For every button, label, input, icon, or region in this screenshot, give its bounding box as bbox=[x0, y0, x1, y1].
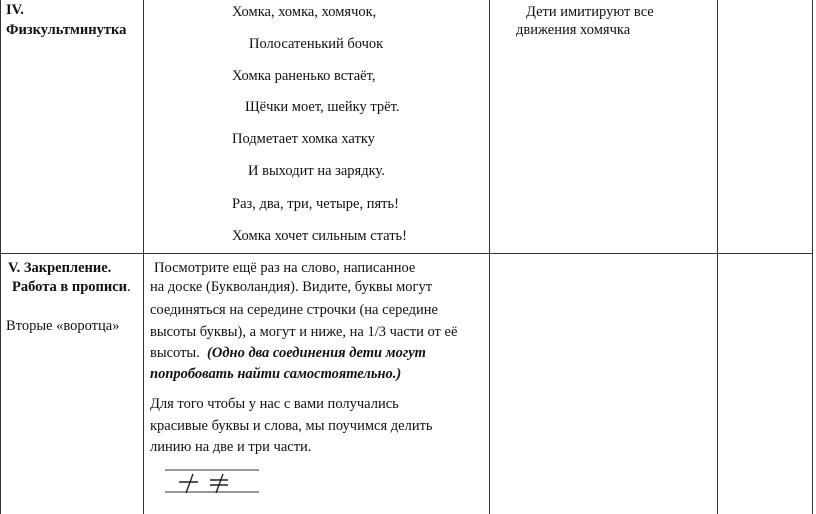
column-divider-2 bbox=[489, 0, 490, 514]
poem-line: Подметает хомка хатку bbox=[232, 131, 375, 147]
stage-name: Физкультминутка bbox=[6, 22, 127, 38]
stage-subtitle bbox=[12, 279, 131, 296]
text-line: на доске (Букволандия). Видите, буквы могут bbox=[150, 279, 433, 295]
column-divider-1 bbox=[143, 0, 144, 514]
stage-subtitle-dot: . bbox=[127, 279, 131, 295]
text-line: соединяться на середине строчки (на середине bbox=[150, 302, 438, 318]
poem-line: И выходит на зарядку. bbox=[248, 163, 385, 179]
text-line: Посмотрите ещё раз на слово, написанное bbox=[154, 260, 416, 276]
third-mark bbox=[210, 474, 228, 493]
lesson-topic: Вторые «воротца» bbox=[6, 318, 120, 334]
poem-line: Хомка хочет сильным стать! bbox=[232, 228, 407, 244]
student-activity: Дети имитируют все bbox=[526, 4, 654, 20]
stage-title: V. Закрепление. bbox=[8, 260, 112, 276]
row-divider bbox=[0, 253, 813, 254]
table-border-right bbox=[812, 0, 813, 514]
italic-note: попробовать найти самостоятельно.) bbox=[150, 366, 402, 382]
half-mark bbox=[179, 474, 198, 493]
text-line: высоты буквы), а могут и ниже, на 1/3 части от её bbox=[150, 324, 458, 340]
italic-note: (Одно два соединения дети могут bbox=[207, 345, 426, 361]
poem-line: Полосатенький бочок bbox=[249, 36, 384, 52]
poem-line: Щёчки моет, шейку трёт. bbox=[245, 99, 400, 115]
poem-line: Хомка раненько встаёт, bbox=[232, 68, 376, 84]
poem-line: Хомка, хомка, хомячок, bbox=[232, 4, 377, 20]
line-division-sample bbox=[160, 464, 264, 498]
text-line: красивые буквы и слова, мы поучимся делить bbox=[150, 418, 433, 434]
text-line-start: высоты. bbox=[150, 345, 200, 361]
text-line: Для того чтобы у нас с вами получались bbox=[150, 396, 399, 412]
student-activity: движения хомячка bbox=[516, 22, 631, 38]
stage-number: IV. bbox=[6, 2, 24, 18]
table-border-left bbox=[0, 0, 1, 514]
text-line: линию на две и три части. bbox=[150, 439, 312, 455]
column-divider-3 bbox=[717, 0, 718, 514]
text-line bbox=[150, 345, 426, 362]
poem-line: Раз, два, три, четыре, пять! bbox=[232, 196, 399, 212]
stage-subtitle-text: Работа в прописи bbox=[12, 279, 128, 295]
